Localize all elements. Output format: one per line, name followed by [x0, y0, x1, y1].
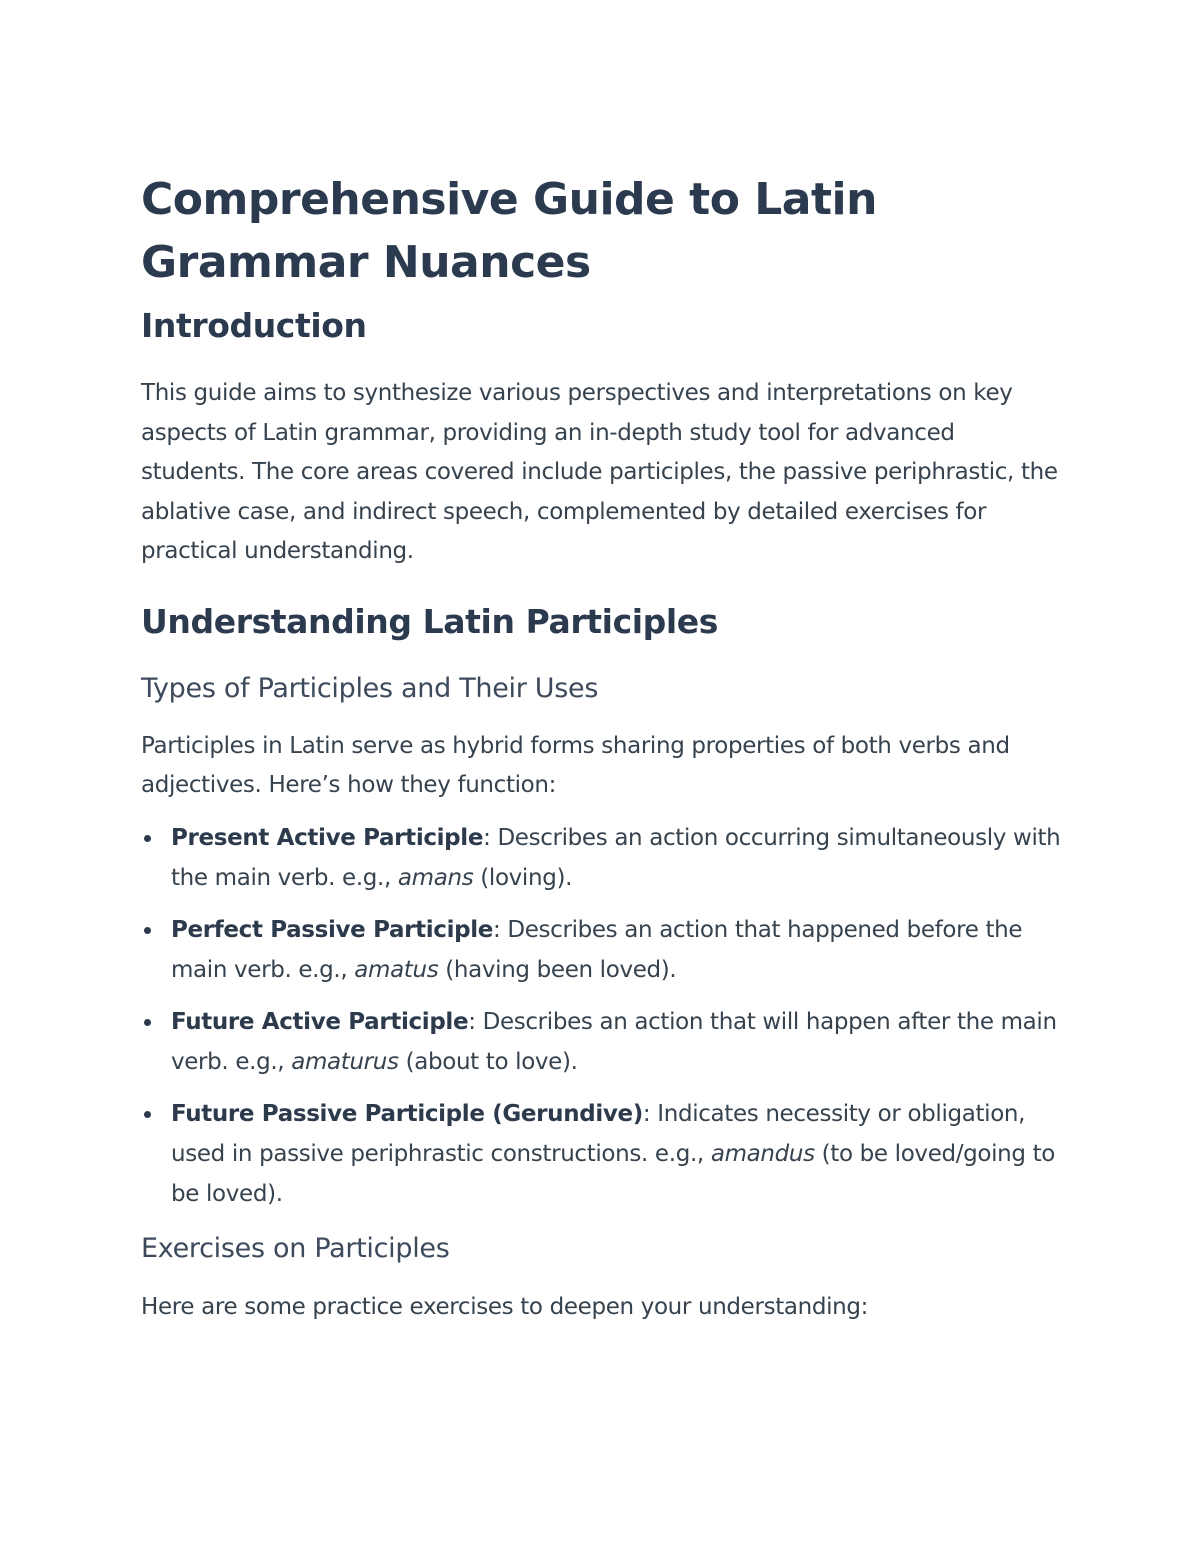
participle-gloss: (loving).: [473, 864, 573, 891]
list-item: [141, 818, 1061, 898]
participle-example: amatus: [354, 956, 439, 983]
participle-gloss: (about to love).: [398, 1048, 578, 1075]
participle-description: : Describes an action that happened before the main verb. e.g.,: [171, 916, 1023, 983]
introduction-heading: Introduction: [141, 306, 367, 345]
exercises-subheading: Exercises on Participles: [141, 1232, 450, 1264]
document-page: [141, 168, 1061, 1327]
participle-description: : Describes an action that will happen after the main verb. e.g.,: [171, 1008, 1057, 1075]
introduction-paragraph: This guide aims to synthesize various perspectives and interpretations on key aspects of Latin grammar, providing an in-depth study tool for advanced students. The core areas covered include participles, the passive periphrastic, the ablative case, and indirect speech, complemented by detailed exercises for practical understanding.: [141, 380, 1058, 564]
participle-term: Perfect Passive Participle: [171, 916, 494, 943]
participle-types-list: [141, 818, 1061, 1214]
participle-types-intro: Participles in Latin serve as hybrid forms sharing properties of both verbs and adjectives. Here’s how they function:: [141, 732, 1010, 798]
participle-term: Future Passive Participle (Gerundive): [171, 1100, 643, 1127]
participle-term: Future Active Participle: [171, 1008, 469, 1035]
participle-gloss: (having been loved).: [438, 956, 677, 983]
participle-term: Present Active Participle: [171, 824, 484, 851]
exercises-intro: Here are some practice exercises to deepen your understanding:: [141, 1293, 869, 1320]
bullet-icon: [144, 835, 151, 842]
participle-types-subheading: Types of Participles and Their Uses: [141, 672, 599, 704]
participles-heading: Understanding Latin Participles: [141, 601, 719, 641]
bullet-icon: [144, 927, 151, 934]
list-item: [141, 910, 1061, 990]
bullet-icon: [144, 1111, 151, 1118]
bullet-icon: [144, 1019, 151, 1026]
participle-description: : Indicates necessity or obligation, used in passive periphrastic constructions. e.g.,: [171, 1100, 1026, 1167]
participle-gloss: (to be loved/going to be loved).: [171, 1140, 1055, 1207]
participle-example: amandus: [710, 1140, 815, 1167]
participle-example: amans: [397, 864, 474, 891]
list-item: [141, 1094, 1061, 1214]
participle-example: amaturus: [291, 1048, 399, 1075]
document-title: Comprehensive Guide to Latin Grammar Nuances: [141, 174, 877, 288]
participle-description: : Describes an action occurring simultaneously with the main verb. e.g.,: [171, 824, 1061, 891]
list-item: [141, 1002, 1061, 1082]
